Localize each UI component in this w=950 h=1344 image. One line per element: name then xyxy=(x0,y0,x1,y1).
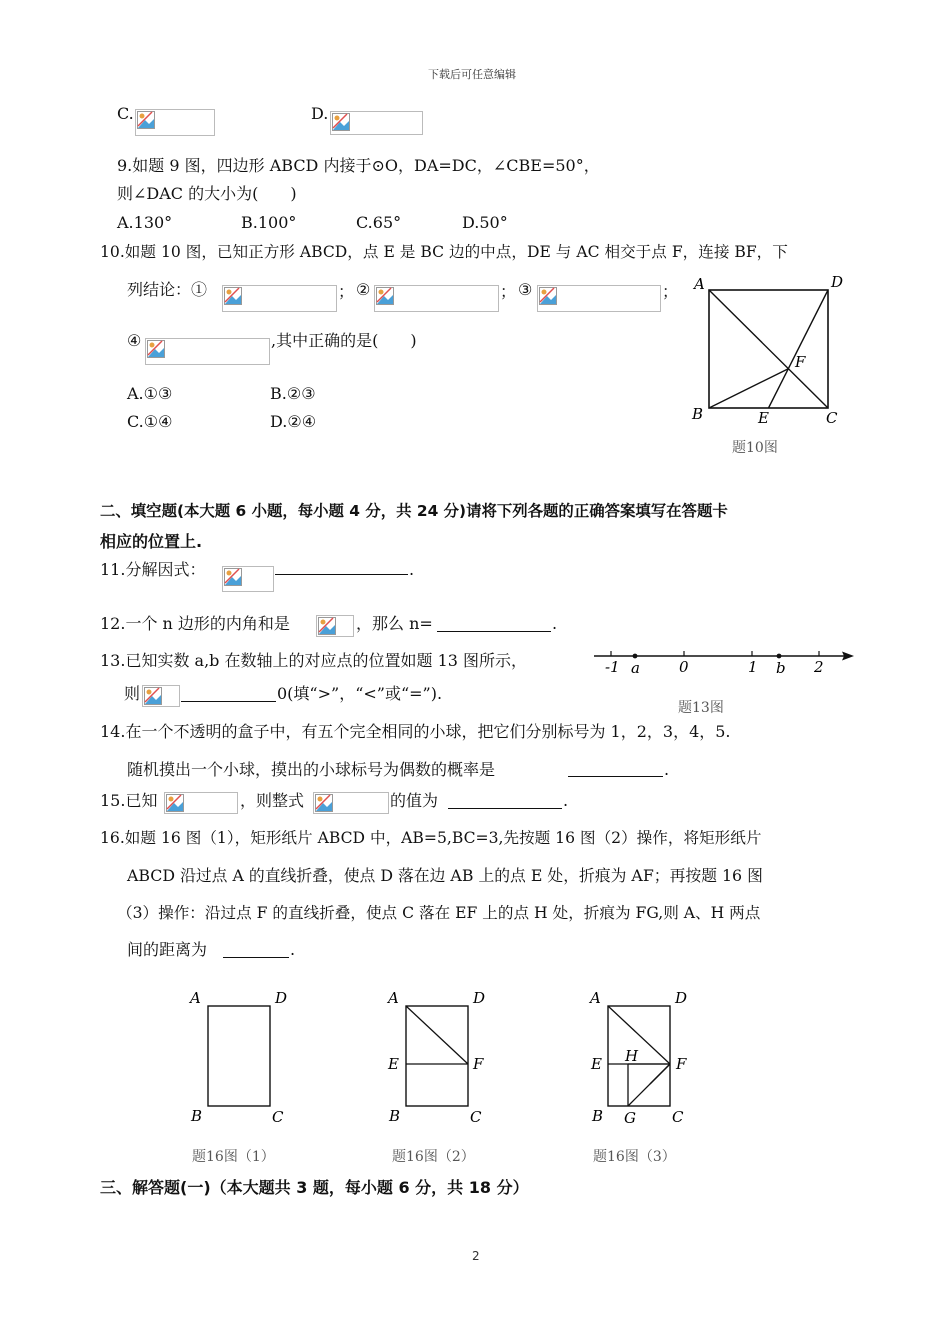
q16-f3-label-e: E xyxy=(591,1055,602,1073)
q13-line2-suffix: 0(填“>”，“<”或“=”). xyxy=(277,684,443,703)
q10-statement4-image xyxy=(145,338,270,365)
q16-figure-1 xyxy=(185,985,295,1135)
q16-f3-label-h: H xyxy=(625,1047,639,1065)
q8-option-d-label: D. xyxy=(311,104,329,123)
q15-prefix: 15.已知 xyxy=(100,791,158,810)
page-header: 下载后可任意编辑 xyxy=(428,68,516,81)
q10-line2-prefix: 列结论：① xyxy=(127,280,208,299)
q16-line1: 16.如题 16 图（1），矩形纸片 ABCD 中，AB=5,BC=3,先按题 16 图（2）操作，将矩形纸片 xyxy=(100,829,762,847)
q15-middle: ，则整式 xyxy=(240,791,305,810)
section2-title-line1: 二、填空题(本大题 6 小题，每小题 4 分，共 24 分)请将下列各题的正确答案填写在答题卡 xyxy=(100,502,728,520)
q9-option-c: C.65° xyxy=(356,213,402,232)
q16-f2-label-f: F xyxy=(473,1055,484,1073)
q16-line4: 间的距离为 xyxy=(127,940,208,959)
q13-point-b: b xyxy=(776,659,786,677)
q8-option-c-label: C. xyxy=(117,104,134,123)
q15-expression-image xyxy=(313,792,389,814)
q16-line3: （3）操作：沿过点 F 的直线折叠，使点 C 落在 EF 上的点 H 处，折痕为 FG,则 A、H 两点 xyxy=(117,904,761,922)
q10-figure-caption: 题10图 xyxy=(732,440,778,456)
q14-line1: 14.在一个不透明的盒子中，有五个完全相同的小球，把它们分别标号为 1，2，3，4，5. xyxy=(100,722,731,741)
q16-f1-label-a: A xyxy=(190,989,201,1007)
q15-middle2: 的值为 xyxy=(390,791,439,810)
broken-image-icon xyxy=(144,687,162,705)
q9-line1: 9.如题 9 图，四边形 ABCD 内接于⊙O，DA=DC，∠CBE=50°， xyxy=(117,156,600,175)
q10-label-f: F xyxy=(795,353,806,371)
q16-f2-label-c: C xyxy=(470,1108,482,1126)
page-number: 2 xyxy=(472,1249,480,1263)
q8-option-d-image xyxy=(330,111,423,135)
q13-number-line xyxy=(592,640,857,682)
q10-label-c: C xyxy=(826,409,838,427)
q15-answer-blank[interactable] xyxy=(448,808,562,809)
q8-option-c-image xyxy=(135,109,215,136)
q10-statement2-image xyxy=(374,285,499,312)
q10-option-b: B.②③ xyxy=(270,384,316,403)
broken-image-icon xyxy=(318,617,336,635)
broken-image-icon xyxy=(332,113,350,131)
q10-sep3: ； xyxy=(662,282,679,301)
q11-answer-blank[interactable] xyxy=(275,574,408,575)
q16-f1-label-c: C xyxy=(272,1108,284,1126)
q12-angle-sum-image xyxy=(316,615,354,637)
q16-f1-label-d: D xyxy=(275,989,288,1007)
q16-f3-label-b: B xyxy=(592,1107,604,1125)
q16-figure-2 xyxy=(383,985,493,1135)
broken-image-icon xyxy=(147,340,165,358)
q10-statement3-image xyxy=(537,285,661,312)
q16-f2-label-b: B xyxy=(389,1107,401,1125)
q16-figure-3 xyxy=(585,985,700,1135)
q16-line4-suffix: . xyxy=(290,940,296,959)
broken-image-icon xyxy=(315,794,333,812)
q10-line3-suffix: ,其中正确的是( ) xyxy=(271,331,417,350)
q16-f2-label-a: A xyxy=(388,989,399,1007)
q16-f3-label-g: G xyxy=(624,1109,636,1127)
q11-prefix: 11.分解因式： xyxy=(100,560,206,579)
q10-c4: ④ xyxy=(127,331,142,350)
q14-suffix: . xyxy=(664,760,670,779)
q15-condition-image xyxy=(164,792,238,814)
q16-line2: ABCD 沿过点 A 的直线折叠，使点 D 落在边 AB 上的点 E 处，折痕为 AF；再按题 16 图 xyxy=(127,866,763,885)
q10-c3: ③ xyxy=(518,280,533,299)
q11-expression-image xyxy=(222,566,274,592)
q16-figure-2-caption: 题16图（2） xyxy=(392,1149,475,1165)
q10-sep1: ； xyxy=(338,282,355,301)
q12-middle: ，那么 n= xyxy=(356,614,433,633)
q13-line2-prefix: 则 xyxy=(124,684,141,703)
q13-tick-0: 0 xyxy=(679,658,689,676)
section3-title: 三、解答题(一)（本大题共 3 题，每小题 6 分，共 18 分） xyxy=(100,1178,529,1197)
broken-image-icon xyxy=(539,287,557,305)
section2-title-line2: 相应的位置上. xyxy=(100,532,203,551)
q10-option-a: A.①③ xyxy=(127,384,173,403)
broken-image-icon xyxy=(224,568,242,586)
q10-label-d: D xyxy=(831,273,844,291)
q10-label-b: B xyxy=(692,405,704,423)
q16-f2-label-d: D xyxy=(473,989,486,1007)
q16-f3-label-f: F xyxy=(676,1055,687,1073)
q9-line2: 则∠DAC 的大小为( ) xyxy=(117,184,297,203)
broken-image-icon xyxy=(137,111,155,129)
q12-answer-blank[interactable] xyxy=(437,631,551,632)
q13-expression-image xyxy=(142,685,180,707)
q16-f2-label-e: E xyxy=(388,1055,399,1073)
q10-figure xyxy=(685,270,855,460)
broken-image-icon xyxy=(224,287,242,305)
q13-point-a: a xyxy=(631,659,640,677)
broken-image-icon xyxy=(166,794,184,812)
q16-f1-label-b: B xyxy=(191,1107,203,1125)
q10-label-e: E xyxy=(758,409,769,427)
q9-option-d: D.50° xyxy=(462,213,508,232)
q12-suffix: . xyxy=(552,614,558,633)
q16-f3-label-c: C xyxy=(672,1108,684,1126)
q13-line1: 13.已知实数 a,b 在数轴上的对应点的位置如题 13 图所示， xyxy=(100,651,528,670)
q10-option-d: D.②④ xyxy=(270,412,317,431)
q10-line1: 10.如题 10 图，已知正方形 ABCD，点 E 是 BC 边的中点，DE 与 AC 相交于点 F，连接 BF，下 xyxy=(100,243,788,261)
q13-tick-2: 2 xyxy=(814,658,824,676)
q16-f3-label-a: A xyxy=(590,989,601,1007)
q15-suffix: . xyxy=(563,791,569,810)
q13-tick-neg1: -1 xyxy=(605,658,620,676)
q14-answer-blank[interactable] xyxy=(568,776,663,777)
q13-figure-caption: 题13图 xyxy=(678,700,724,716)
q9-option-a: A.130° xyxy=(117,213,173,232)
q10-sep2: ； xyxy=(500,282,517,301)
q16-f3-label-d: D xyxy=(675,989,688,1007)
q16-figure-3-caption: 题16图（3） xyxy=(593,1149,676,1165)
broken-image-icon xyxy=(376,287,394,305)
q16-answer-blank[interactable] xyxy=(223,957,289,958)
q13-tick-1: 1 xyxy=(748,658,758,676)
q10-c2: ② xyxy=(356,280,371,299)
q10-label-a: A xyxy=(694,275,705,293)
q16-figure-1-caption: 题16图（1） xyxy=(192,1149,275,1165)
q9-option-b: B.100° xyxy=(241,213,297,232)
q10-statement1-image xyxy=(222,285,337,312)
q14-line2: 随机摸出一个小球，摸出的小球标号为偶数的概率是 xyxy=(127,760,496,779)
q10-option-c: C.①④ xyxy=(127,412,173,431)
q13-answer-blank[interactable] xyxy=(181,701,276,702)
q11-suffix: . xyxy=(409,560,415,579)
q12-prefix: 12.一个 n 边形的内角和是 xyxy=(100,614,290,633)
